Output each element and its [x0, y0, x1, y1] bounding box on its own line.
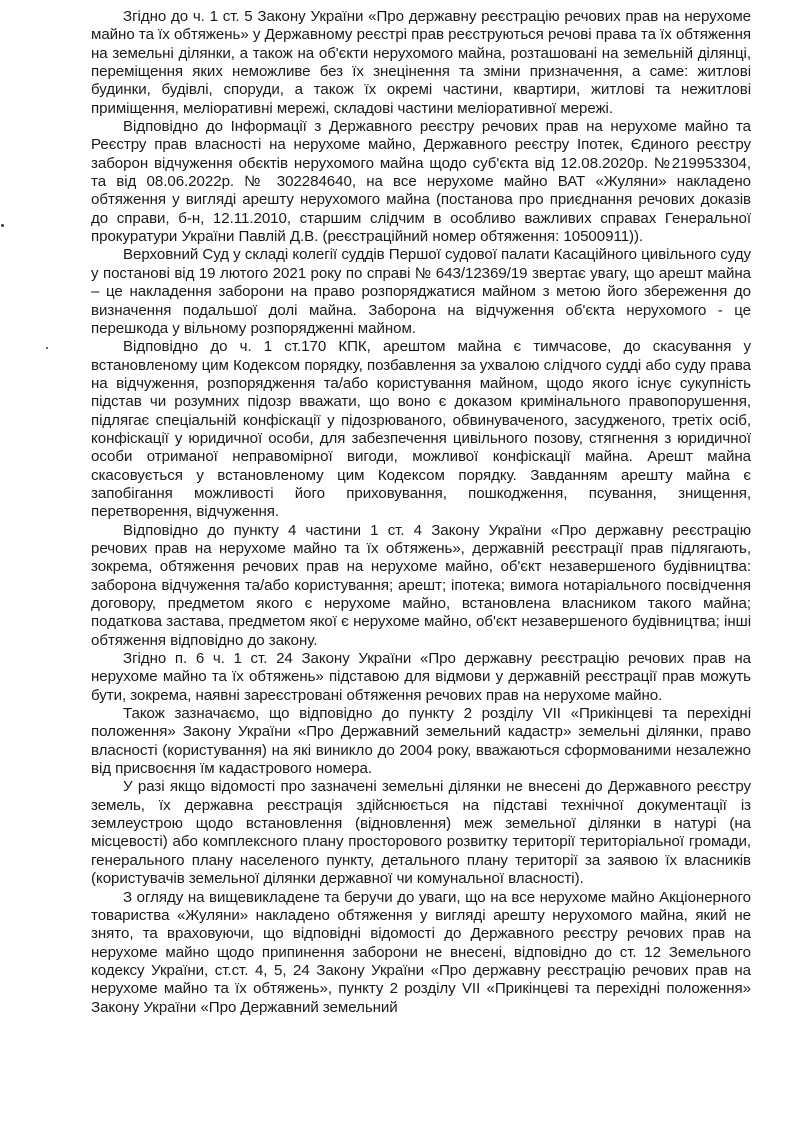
paragraph-registry-info: Відповідно до Інформації з Державного реєстру речових прав на нерухоме майно та Реєстру прав власності на нерухоме майно, Державного реєстру Іпотек, Єдиного реєстру заборон відчуження обєктів нерухомого майна щодо суб'єкта від 12.08.2020р. №219953304, та від 08.06.2022р. № 302284640, на все нерухоме майно ВАТ «Жуляни» накладено обтяження у вигляді арешту нерухомого майна (постанова про приєднання речових доказів до справи, б-н, 12.11.2010, старшим слідчим в особливо важливих справах Генеральної прокуратури України Павлій Д.В. (реєстраційний номер обтяження: 10500911)).	[91, 118, 751, 246]
document-body	[91, 8, 751, 1017]
paragraph-land-cadastre: Також зазначаємо, що відповідно до пункту 2 розділу VII «Прикінцеві та перехідні положення» Закону України «Про Державний земельний кадастр» земельні ділянки, право власності (користування) на які виникло до 2004 року, вважаються сформованими незалежно від присвоєння їм кадастрового номера.	[91, 705, 751, 778]
paragraph-registry-law: Згідно до ч. 1 ст. 5 Закону України «Про державну реєстрацію речових прав на нерухоме майно та їх обтяжень» у Державному реєстрі прав реєструються речові права та їх обтяження на земельні ділянки, а також на об'єкти нерухомого майна, розташовані на земельній ділянці, переміщення яких неможливе без їх знецінення та зміни призначення, а саме: житлові будинки, будівлі, споруди, а також їх окремі частини, квартири, житлові та нежитлові приміщення, меліоративні мережі, складові частини меліоративної мережі.	[91, 8, 751, 117]
scan-speck	[46, 347, 48, 349]
paragraph-encumbrance-registration: Відповідно до пункту 4 частини 1 ст. 4 Закону України «Про державну реєстрацію речових прав на нерухоме майно та їх обтяжень», державній реєстрації прав підлягають, зокрема, обтяження речових прав на нерухоме майно, об'єкт незавершеного будівництва: заборона відчуження та/або користування; арешт; іпотека; вимога нотаріального посвідчення договору, предметом якого є нерухоме майно, встановлена власником такого майна; податкова застава, предметом якої є нерухоме майно, об'єкт незавершеного будівництва; інші обтяження відповідно до закону.	[91, 521, 751, 649]
paragraph-refusal-grounds: Згідно п. 6 ч. 1 ст. 24 Закону України «Про державну реєстрацію речових прав на нерухоме майно та їх обтяжень» підставою для відмови у державній реєстрації прав можуть бути, зокрема, наявні зареєстровані обтяження речових прав на нерухоме майно.	[91, 650, 751, 704]
paragraph-land-registration: У разі якщо відомості про зазначені земельні ділянки не внесені до Державного реєстру земель, їх державна реєстрація здійснюється на підставі технічної документації із землеустрою щодо встановлення (відновлення) меж земельної ділянки в натурі (на місцевості) або комплексного плану просторового розвитку території територіальної громади, генерального плану населеного пункту, детального плану території за заявою їх власників (користувачів земельної ділянки державної чи комунальної власності).	[91, 778, 751, 888]
scan-speck	[1, 224, 4, 227]
paragraph-conclusion: З огляду на вищевикладене та беручи до уваги, що на все нерухоме майно Акціонерного товариства «Жуляни» накладено обтяження у вигляді арешту нерухомого майна, який не знято, та враховуючи, що відповідні відомості до Державного реєстру речових прав на нерухоме майно щодо припинення заборони не внесені, відповідно до ст. 12 Земельного кодексу України, ст.ст. 4, 5, 24 Закону України «Про державну реєстрацію речових прав на нерухоме майно та їх обтяжень», пункту 2 розділу VII «Прикінцеві та перехідні положення» Закону України «Про Державний земельний	[91, 888, 751, 1016]
paragraph-kpk-arrest: Відповідно до ч. 1 ст.170 КПК, арештом майна є тимчасове, до скасування у встановленому цим Кодексом порядку, позбавлення за ухвалою слідчого судді або суду права на відчуження, розпорядження та/або користування майном, щодо якого існує сукупність підстав чи розумних підозр вважати, що воно є доказом кримінального правопорушення, підлягає спеціальній конфіскації у підозрюваного, обвинуваченого, засудженого, третіх осіб, конфіскації у юридичної особи, для забезпечення цивільного позову, стягнення з юридичної особи отриманої неправомірної вигоди, можливої конфіскації майна. Арешт майна скасовується у встановленому цим Кодексом порядку. Завданням арешту майна є запобігання можливості його приховування, пошкодження, псування, знищення, перетворення, відчуження.	[91, 338, 751, 521]
paragraph-supreme-court: Верховний Суд у складі колегії суддів Першої судової палати Касаційного цивільного суду у постанові від 19 лютого 2021 року по справі № 643/12369/19 звертає увагу, що арешт майна – це накладення заборони на право розпоряджатися майном з метою його збереження до визначення подальшої долі майна. Заборона на відчуження об'єкта нерухомого - це перешкода у вільному розпорядженні майном.	[91, 246, 751, 337]
